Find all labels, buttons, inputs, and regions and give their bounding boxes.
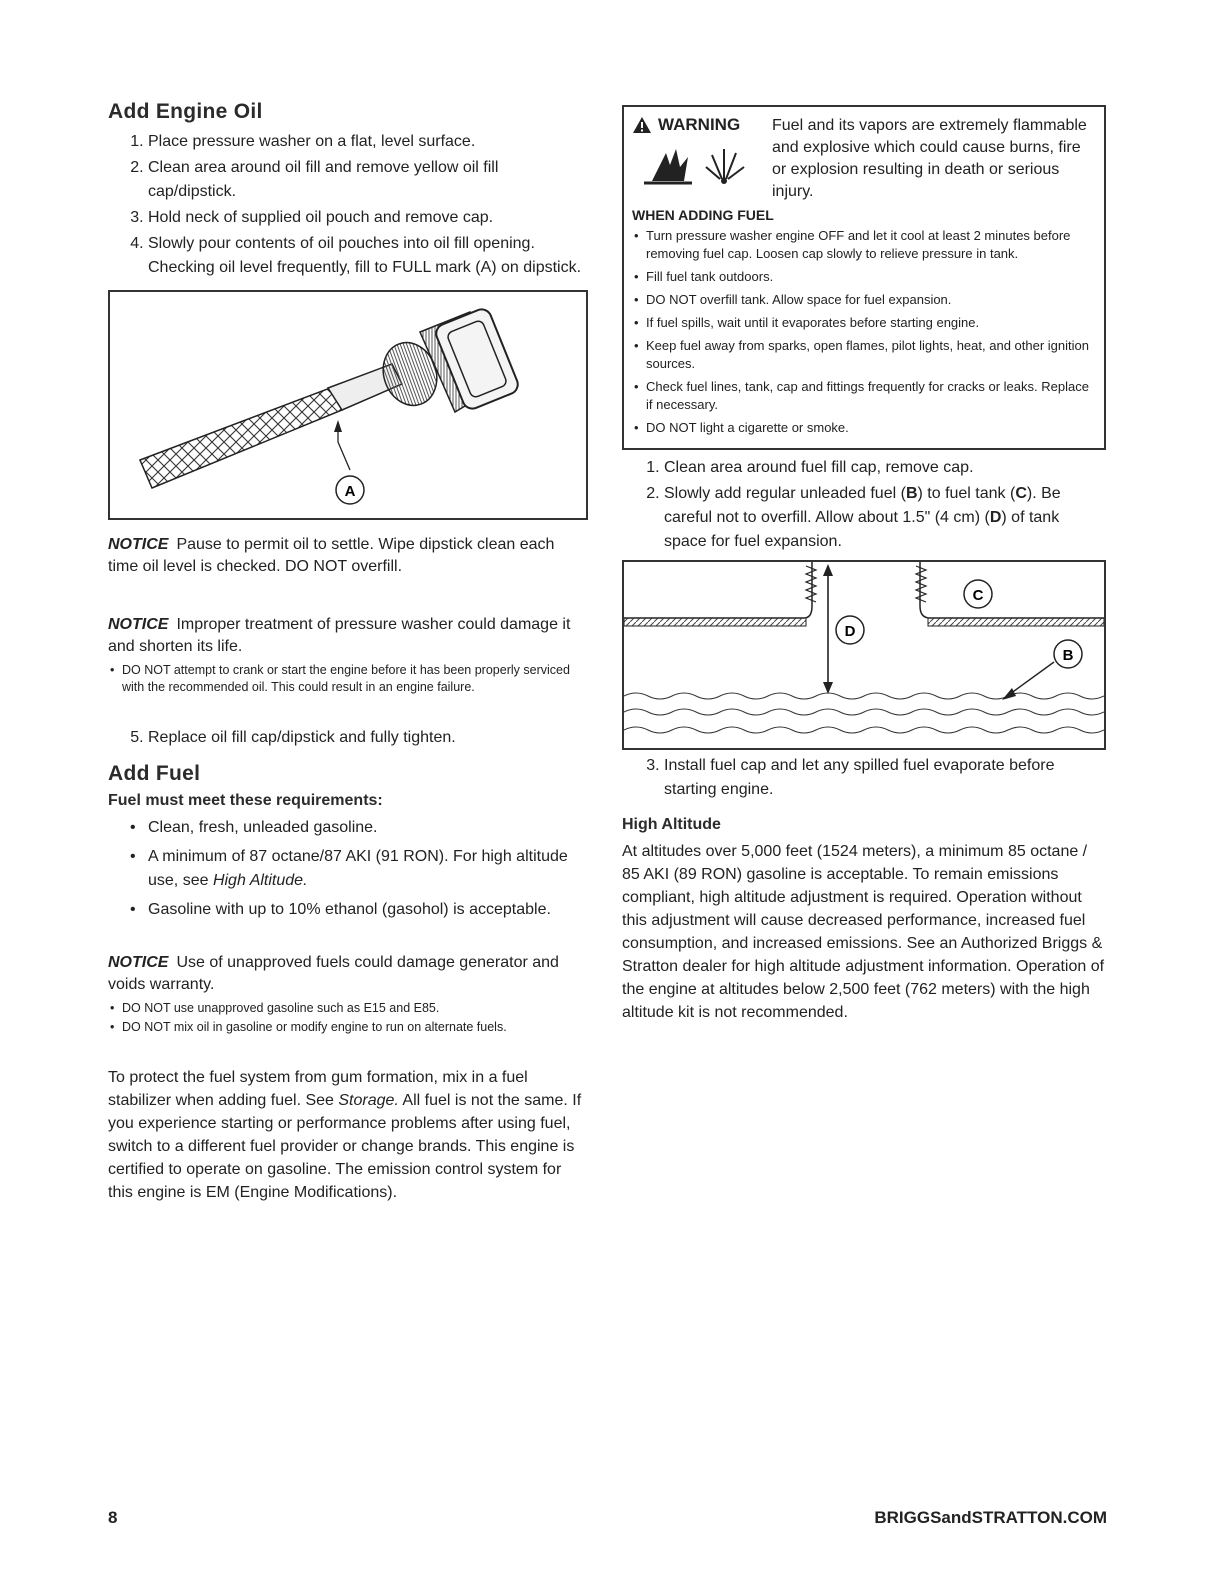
fuel-requirement-1 [148,816,588,840]
fuel-requirement-2 [148,845,588,893]
notice-oil-settle-text: Pause to permit oil to settle. Wipe dipstick clean each time oil level is checked. DO NOT overfill. [108,536,555,575]
fuel-requirement-text: Clean, fresh, unleaded gasoline. [148,819,378,836]
right-column [622,105,1106,1024]
step-ref: B [905,485,918,502]
add-fuel-heading: Add Fuel [108,762,201,785]
notice-bullet: • DO NOT attempt to crank or start the engine before it has been properly serviced with the recommended oil. This could result in an engine failure. [122,662,588,696]
oil-step-1: 1. Place pressure washer on a flat, level surface. [148,130,588,154]
add-engine-oil-heading: Add Engine Oil [108,100,263,123]
notice-improper-treatment-text: Improper treatment of pressure washer could damage it and shorten its life. [108,616,571,655]
fuel-step-3: 3. Install fuel cap and let any spilled fuel evaporate before starting engine. [664,754,1106,802]
callout-b-label: B [1062,647,1074,664]
oil-steps-list [108,130,588,280]
warning-title-text: WARNING [658,115,741,134]
warning-lead: Fuel and its vapors are extremely flammable and explosive which could cause burns, fire or explosion resulting in death or serious injury. [772,117,1087,200]
notice-unapproved-fuels [108,952,588,996]
high-altitude-paragraph: At altitudes over 5,000 feet (1524 meters), a minimum 85 octane / 85 AKI (89 RON) gasoline is acceptable. To remain emissions compliant, high altitude adjustment is required. Operation without this adjustment will cause decreased performance, increased fuel consumption, and increased emissions. See an Authorized Briggs & Stratton dealer for high altitude adjustment information. Operation of the engine at altitudes below 2,500 feet (762 meters) with the high altitude kit is not recommended. [622,843,1105,1021]
fuel-requirement-text: Gasoline with up to 10% ethanol (gasohol) is acceptable. [148,901,551,918]
notice-tag: NOTICE [108,954,169,971]
oil-step-5: 5. Replace oil fill cap/dipstick and fully tighten. [148,726,588,750]
warning-triangle-icon [632,116,652,134]
warning-header [632,115,1096,203]
warning-item: • DO NOT light a cigarette or smoke. [646,419,1096,437]
warning-list [632,227,1096,437]
step-ref: D [989,509,1002,526]
step-text: ). Be careful not to overfill. Allow about 1.5" (4 cm) ( [664,485,1061,526]
warning-left [632,115,772,190]
fuel-step-3-list [622,754,1106,802]
paragraph-text: To protect the fuel system from gum formation, mix in a fuel stabilizer when adding fuel. See [108,1069,528,1109]
warning-item: • Fill fuel tank outdoors. [646,268,1096,286]
oil-step-3: 3. Hold neck of supplied oil pouch and remove cap. [148,206,588,230]
notice-tag: NOTICE [108,616,169,633]
callout-d-label: D [844,623,856,640]
callout-c-label: C [972,587,984,604]
step-text: ) to fuel tank ( [917,485,1016,502]
warning-item: • If fuel spills, wait until it evaporates before starting engine. [646,314,1096,332]
fuel-step-2 [664,482,1106,554]
fuel-steps-list [622,456,1106,554]
notice-oil-settle [108,534,588,578]
footer-url[interactable]: BRIGGSandSTRATTON.COM [874,1508,1107,1527]
fuel-stabilizer-paragraph [108,1066,588,1204]
notice-bullet: • DO NOT use unapproved gasoline such as E15 and E85. [122,1000,588,1017]
notice-improper-treatment [108,614,588,658]
warning-item: • Keep fuel away from sparks, open flames, pilot lights, heat, and other ignition sources. [646,337,1096,373]
fuel-tank-illustration [624,562,1104,748]
step-ref: C [1015,485,1027,502]
warning-box [622,105,1106,450]
oil-step-5-list [108,726,588,750]
paragraph-text: All fuel is not the same. If you experience starting or performance problems after using fuel, switch to a different fuel provider or change brands. This engine is certified to operate on gasoline. The emission control system for this engine is EM (Engine Modifications). [108,1092,582,1201]
fire-explosion-icon [632,139,762,185]
notice-unapproved-bullets [108,1000,588,1036]
fuel-tank-figure [622,560,1106,750]
warning-subheading: WHEN ADDING FUEL [632,207,774,223]
notice-tag: NOTICE [108,536,169,553]
notice-unapproved-fuels-text: Use of unapproved fuels could damage generator and voids warranty. [108,954,559,993]
step-text: Slowly add regular unleaded fuel ( [664,485,906,502]
notice-improper-bullets [108,662,588,696]
storage-link[interactable]: Storage. [338,1092,399,1109]
high-altitude-link[interactable]: High Altitude. [212,872,308,889]
fuel-requirement-3 [148,898,588,922]
oil-step-4: 4. Slowly pour contents of oil pouches into oil fill opening. Checking oil level frequently, fill to FULL mark (A) on dipstick. [148,232,588,280]
oil-step-2: 2. Clean area around oil fill and remove yellow oil fill cap/dipstick. [148,156,588,204]
high-altitude-heading: High Altitude [622,816,721,833]
fuel-requirements-list [108,816,588,922]
dipstick-figure [108,290,588,520]
warning-title [632,115,758,135]
warning-item: • DO NOT overfill tank. Allow space for fuel expansion. [646,291,1096,309]
notice-bullet: • DO NOT mix oil in gasoline or modify engine to run on alternate fuels. [122,1019,588,1036]
warning-item: • Check fuel lines, tank, cap and fittings frequently for cracks or leaks. Replace if necessary. [646,378,1096,414]
warning-item: • Turn pressure washer engine OFF and let it cool at least 2 minutes before removing fuel cap. Loosen cap slowly to relieve pressure in tank. [646,227,1096,263]
fuel-requirement-text: A minimum of 87 octane/87 AKI (91 RON). For high altitude use, see [148,848,568,889]
dipstick-illustration [110,292,586,518]
fuel-step-1: 1. Clean area around fuel fill cap, remove cap. [664,456,1106,480]
page-number: 8 [108,1508,118,1527]
callout-a-label: A [344,483,356,500]
step-text: ) of tank space for fuel expansion. [664,509,1060,550]
left-column [108,100,588,1204]
fuel-requirements-heading: Fuel must meet these requirements: [108,792,383,809]
